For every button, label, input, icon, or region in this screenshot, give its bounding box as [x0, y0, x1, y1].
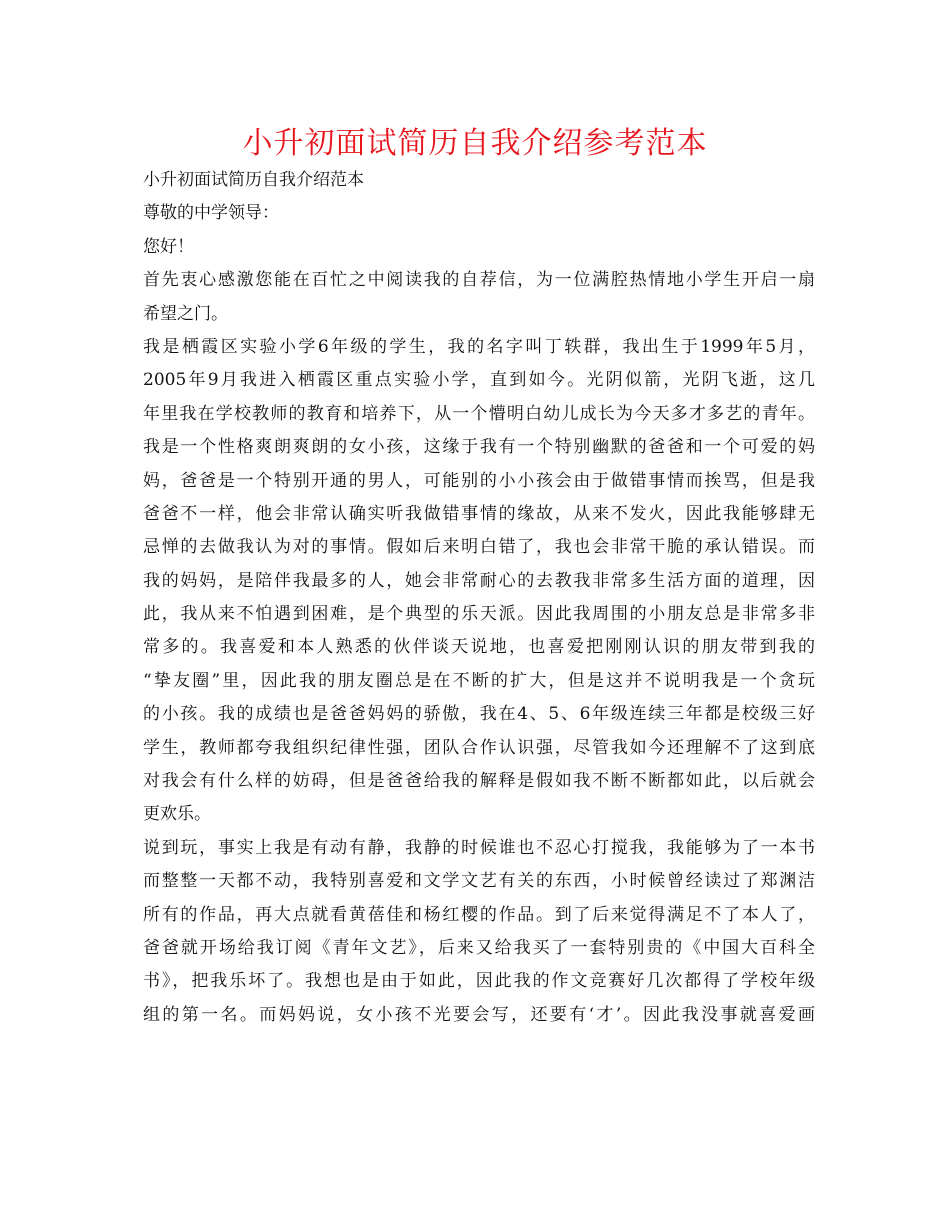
body-line: 说到玩，事实上我是有动有静，我静的时候谁也不忍心打搅我，我能够为了一本书	[143, 837, 815, 858]
body-line: 小升初面试简历自我介绍范本	[143, 170, 364, 190]
body-line: 爸爸不一样，他会非常认确实听我做错事情的缘故，从来不发火，因此我能够肆无	[143, 503, 815, 524]
body-line: 尊敬的中学领导：	[143, 203, 279, 224]
body-line: 所有的作品，再大点就看黄蓓佳和杨红樱的作品。到了后来觉得满足不了本人了，	[143, 904, 815, 925]
body-line: “挚友圈”里，因此我的朋友圈总是在不断的扩大，但是这并不说明我是一个贪玩	[143, 670, 815, 691]
body-line: 我是一个性格爽朗爽朗的女小孩，这缘于我有一个特别幽默的爸爸和一个可爱的妈	[143, 437, 815, 458]
body-line: 年里我在学校教师的教育和培养下，从一个懵明白幼儿成长为今天多才多艺的青年。	[143, 403, 815, 424]
body-line: 您好！	[143, 236, 194, 257]
document-title: 小升初面试简历自我介绍参考范本	[242, 126, 708, 161]
body-line: 忌惮的去做我认为对的事情。假如后来明白错了，我也会非常干脆的承认错误。而	[143, 537, 815, 558]
body-line: 妈，爸爸是一个特别开通的男人，可能别的小小孩会由于做错事情而挨骂，但是我	[143, 470, 815, 491]
document-body	[143, 164, 815, 1032]
body-line: 爸爸就开场给我订阅《青年文艺》，后来又给我买了一套特别贵的《中国大百科全	[143, 937, 815, 958]
body-line: 而整整一天都不动，我特别喜爱和文学文艺有关的东西，小时候曾经读过了郑渊洁	[143, 871, 815, 892]
body-line: 更欢乐。	[143, 804, 211, 825]
body-line: 组的第一名。而妈妈说，女小孩不光要会写，还要有‘才’。因此我没事就喜爱画	[143, 1004, 815, 1025]
body-line: 对我会有什么样的妨碍，但是爸爸给我的解释是假如我不断不断都如此，以后就会	[143, 771, 815, 792]
body-line: 的小孩。我的成绩也是爸爸妈妈的骄傲，我在4、5、6年级连续三年都是校级三好	[143, 704, 815, 725]
body-line: 此，我从来不怕遇到困难，是个典型的乐天派。因此我周围的小朋友总是非常多非	[143, 604, 815, 625]
body-line: 常多的。我喜爱和本人熟悉的伙伴谈天说地，也喜爱把刚刚认识的朋友带到我的	[143, 637, 815, 658]
body-line: 希望之门。	[143, 303, 228, 324]
body-line: 书》，把我乐坏了。我想也是由于如此，因此我的作文竞赛好几次都得了学校年级	[143, 971, 815, 992]
body-line: 我是栖霞区实验小学6年级的学生，我的名字叫丁轶群，我出生于1999年5月，	[143, 336, 815, 357]
body-line: 首先衷心感激您能在百忙之中阅读我的自荐信，为一位满腔热情地小学生开启一扇	[143, 270, 815, 291]
body-line: 我的妈妈，是陪伴我最多的人，她会非常耐心的去教我非常多生活方面的道理，因	[143, 570, 815, 591]
body-line: 学生，教师都夸我组织纪律性强，团队合作认识强，尽管我如今还理解不了这到底	[143, 737, 815, 758]
body-line: 2005年9月我进入栖霞区重点实验小学，直到如今。光阴似箭，光阴飞逝，这几	[143, 370, 815, 391]
